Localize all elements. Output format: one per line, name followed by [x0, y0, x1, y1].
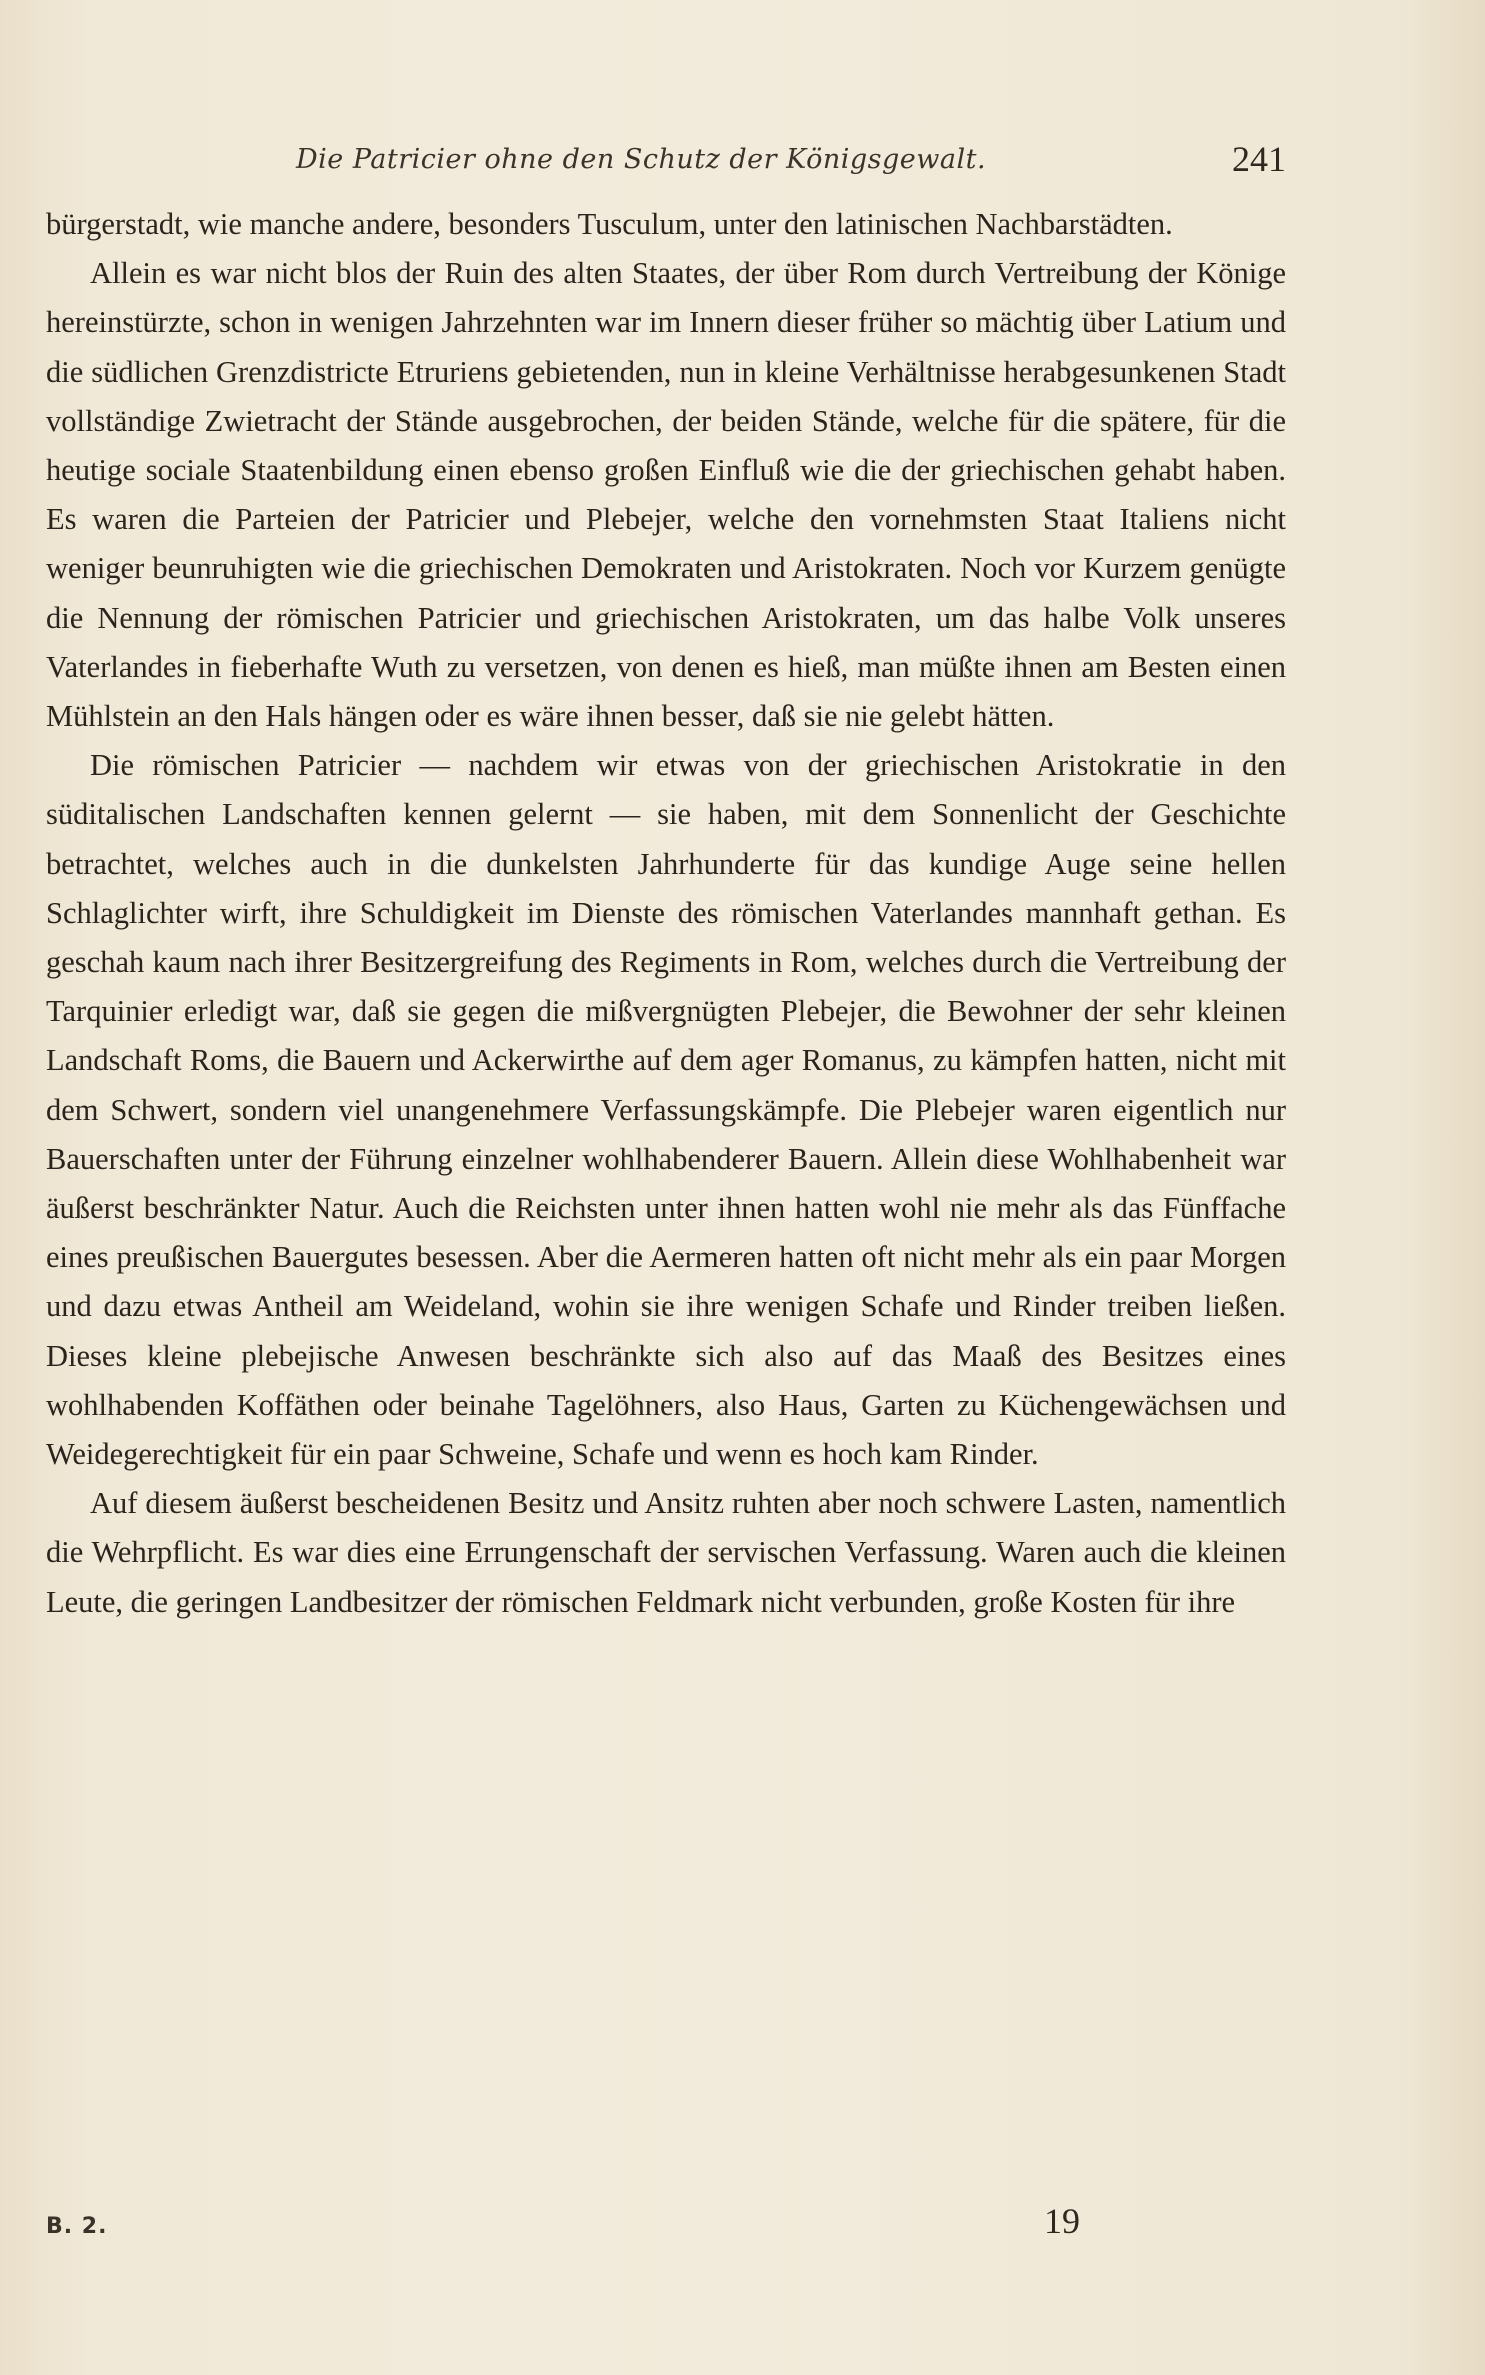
signature-mark: B. 2.: [46, 2214, 108, 2239]
running-title: Die Patricier ohne den Schutz der Königsgewalt.: [296, 144, 987, 175]
paragraph-3: Die römischen Patricier — nachdem wir etwas von der griechischen Aristokratie in den süditalischen Landschaften kennen gelernt — sie haben, mit dem Sonnenlicht der Geschichte betrachtet, welches auch in die dunkelsten Jahrhunderte für das kundige Auge seine hellen Schlaglichter wirft, ihre Schuldigkeit im Dienste des römischen Vaterlandes mannhaft gethan. Es geschah kaum nach ihrer Besitzergreifung des Regiments in Rom, welches durch die Vertreibung der Tarquinier erledigt war, daß sie gegen die mißvergnügten Plebejer, die Bewohner der sehr kleinen Landschaft Roms, die Bauern und Ackerwirthe auf dem ager Romanus, zu kämpfen hatten, nicht mit dem Schwert, sondern viel unangenehmere Verfassungskämpfe. Die Plebejer waren eigentlich nur Bauerschaften unter der Führung einzelner wohlhabenderer Bauern. Allein diese Wohlhabenheit war äußerst beschränkter Natur. Auch die Reichsten unter ihnen hatten wohl nie mehr als das Fünffache eines preußischen Bauergutes besessen. Aber die Aermeren hatten oft nicht mehr als ein paar Morgen und dazu etwas Antheil am Weideland, wohin sie ihre wenigen Schafe und Rinder treiben ließen. Dieses kleine plebejische Anwesen beschränkte sich also auf das Maaß des Besitzes eines wohlhabenden Koffäthen oder beinahe Tagelöhners, also Haus, Garten zu Küchengewächsen und Weidegerechtigkeit für ein paar Schweine, Schafe und wenn es hoch kam Rinder.: [46, 748, 1286, 1472]
paragraph-4: Auf diesem äußerst bescheidenen Besitz und Ansitz ruhten aber noch schwere Lasten, namentlich die Wehrpflicht. Es war dies eine Errungenschaft der servischen Verfassung. Waren auch die kleinen Leute, die geringen Landbesitzer der römischen Feldmark nicht verbunden, große Kosten für ihre: [46, 1486, 1286, 1619]
body-text: [46, 200, 1286, 1627]
page-header: [46, 138, 1286, 188]
paragraph-2: Allein es war nicht blos der Ruin des alten Staates, der über Rom durch Vertreibung der Könige hereinstürzte, schon in wenigen Jahrzehnten war im Innern dieser früher so mächtig über Latium und die südlichen Grenzdistricte Etruriens gebietenden, nun in kleine Verhältnisse herabgesunkenen Stadt vollständige Zwietracht der Stände ausgebrochen, der beiden Stände, welche für die spätere, für die heutige sociale Staatenbildung einen ebenso großen Einfluß wie die der griechischen gehabt haben. Es waren die Parteien der Patricier und Plebejer, welche den vornehmsten Staat Italiens nicht weniger beunruhigten wie die griechischen Demokraten und Aristokraten. Noch vor Kurzem genügte die Nennung der römischen Patricier und griechischen Aristokraten, um das halbe Volk unseres Vaterlandes in fieberhafte Wuth zu versetzen, von denen es hieß, man müßte ihnen am Besten einen Mühlstein an den Hals hängen oder es wäre ihnen besser, daß sie nie gelebt hätten.: [46, 256, 1286, 734]
page-number: 241: [1232, 139, 1286, 179]
sheet-number: 19: [1044, 2201, 1080, 2241]
paragraph-1: bürgerstadt, wie manche andere, besonders Tusculum, unter den latinischen Nachbarstädten.: [46, 207, 1173, 241]
page-footer: [46, 2200, 1286, 2250]
